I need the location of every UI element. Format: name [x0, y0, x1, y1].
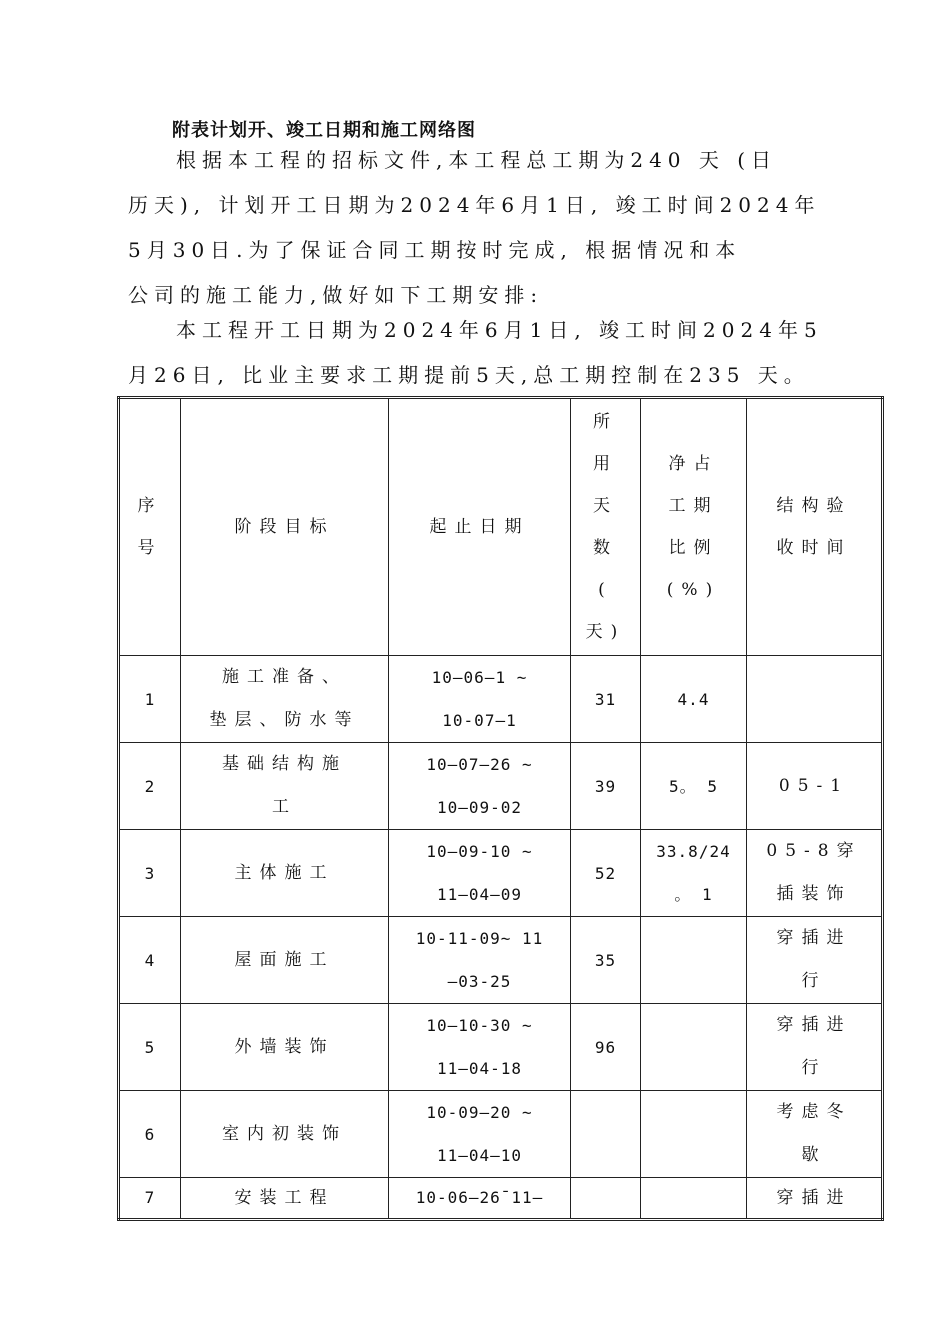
cell-dates-line: 11—04—09 [436, 885, 523, 904]
cell-days: 35 [571, 917, 641, 1004]
cell-dates [389, 830, 571, 917]
cell-stage-line: 外墙装饰 [234, 1036, 335, 1057]
cell-acceptance [747, 917, 883, 1004]
cell-acceptance-line: 插装饰 [776, 884, 852, 904]
cell-days: 52 [571, 830, 641, 917]
cell-seq: 6 [119, 1091, 181, 1178]
cell-stage-line: 安装工程 [234, 1188, 335, 1208]
cell-ratio [641, 743, 747, 830]
header-seq: 序 号 [119, 398, 181, 656]
table-row [119, 1091, 883, 1178]
cell-acceptance [747, 656, 883, 743]
cell-acceptance-line: 穿插进 [776, 928, 852, 948]
cell-seq: 2 [119, 743, 181, 830]
table-row [119, 830, 883, 917]
cell-ratio [641, 656, 747, 743]
header-acceptance: 结构验 收时间 [747, 398, 883, 656]
cell-acceptance [747, 830, 883, 917]
cell-dates [389, 656, 571, 743]
cell-stage [181, 656, 389, 743]
cell-acceptance [747, 1091, 883, 1178]
cell-dates [389, 1091, 571, 1178]
paragraph-line: 历天), 计划开工日期为2024年6月1日, 竣工时间2024年 [128, 193, 821, 217]
cell-dates-line: 10—09-10 ~ [426, 842, 533, 861]
cell-dates [389, 743, 571, 830]
cell-seq: 7 [119, 1178, 181, 1220]
cell-days: 96 [571, 1004, 641, 1091]
cell-seq: 3 [119, 830, 181, 917]
cell-stage-line: 屋面施工 [234, 949, 335, 970]
document-title: 附表计划开、竣工日期和施工网络图 [172, 120, 476, 141]
cell-stage-line: 室内初装饰 [222, 1123, 347, 1144]
cell-ratio-line: 4.4 [677, 689, 710, 709]
header-ratio: 净占 工期 比例 (%) [641, 398, 747, 656]
table-row [119, 743, 883, 830]
cell-ratio [641, 1091, 747, 1178]
cell-stage [181, 1091, 389, 1178]
cell-acceptance-line: 穿插进 [776, 1188, 852, 1208]
cell-seq: 1 [119, 656, 181, 743]
paragraph-line: 公司的施工能力,做好如下工期安排: [128, 283, 544, 307]
cell-days: 39 [571, 743, 641, 830]
paragraph-line: 根据本工程的招标文件,本工程总工期为240 天 (日 [176, 148, 778, 172]
cell-stage-line: 施工准备、 [222, 667, 347, 687]
cell-acceptance-line: 行 [801, 1058, 827, 1078]
cell-acceptance-line: 歇 [801, 1145, 827, 1165]
cell-dates-line: 10—07—26 ~ [426, 755, 533, 774]
cell-acceptance [747, 1004, 883, 1091]
cell-ratio-line: 5。 5 [669, 776, 718, 796]
schedule-paragraph [128, 308, 856, 398]
header-days: 所 用 天 数 ( 天) [571, 398, 641, 656]
cell-dates-line: —03-25 [447, 972, 512, 991]
cell-stage-line: 工 [272, 797, 297, 817]
cell-dates [389, 1004, 571, 1091]
intro-paragraph [128, 138, 856, 318]
cell-acceptance-line: 考虑冬 [776, 1102, 852, 1122]
cell-ratio [641, 1004, 747, 1091]
cell-dates-line: 10-07—1 [442, 711, 517, 730]
cell-dates-line: 10-09—20 ~ [426, 1103, 533, 1122]
cell-acceptance-line: 穿插进 [776, 1015, 852, 1035]
cell-ratio-line: 33.8/24 [656, 842, 731, 861]
cell-ratio [641, 830, 747, 917]
cell-dates-line: 10—06—1 ~ [431, 668, 528, 687]
cell-stage-line: 基础结构施 [222, 754, 347, 774]
cell-acceptance [747, 1178, 883, 1220]
cell-dates [389, 917, 571, 1004]
paragraph-line: 本工程开工日期为2024年6月1日, 竣工时间2024年5 [176, 318, 823, 342]
cell-stage [181, 830, 389, 917]
table-row [119, 656, 883, 743]
cell-acceptance-line: 05-1 [778, 775, 850, 796]
cell-seq: 5 [119, 1004, 181, 1091]
cell-acceptance [747, 743, 883, 830]
cell-ratio [641, 1178, 747, 1220]
cell-stage-line: 主体施工 [234, 862, 335, 883]
cell-seq: 4 [119, 917, 181, 1004]
cell-acceptance-line: 05-8穿 [766, 841, 862, 861]
cell-dates-line: 11—04—10 [436, 1146, 523, 1165]
table-row [119, 917, 883, 1004]
cell-ratio-line: 。 1 [674, 885, 713, 904]
header-dates: 起止日期 [389, 398, 571, 656]
cell-dates-line: 10-11-09~ 11 [415, 929, 544, 948]
cell-stage [181, 1178, 389, 1220]
cell-acceptance-line: 行 [801, 971, 827, 991]
cell-stage [181, 917, 389, 1004]
cell-stage [181, 743, 389, 830]
cell-dates-line: 10-06—26¯11— [415, 1188, 544, 1207]
cell-dates-line: 10—10-30 ~ [426, 1016, 533, 1035]
cell-ratio [641, 917, 747, 1004]
paragraph-line: 月26日, 比业主要求工期提前5天,总工期控制在235 天。 [128, 363, 810, 387]
cell-days [571, 1178, 641, 1220]
cell-dates-line: 11—04-18 [436, 1059, 523, 1078]
table-header-row [119, 398, 883, 656]
table-row [119, 1178, 883, 1220]
cell-dates-line: 10—09-02 [436, 798, 523, 817]
paragraph-line: 5月30日.为了保证合同工期按时完成, 根据情况和本 [128, 238, 742, 262]
cell-days: 31 [571, 656, 641, 743]
cell-dates [389, 1178, 571, 1220]
cell-stage-line: 垫层、防水等 [209, 710, 360, 730]
cell-stage [181, 1004, 389, 1091]
table-row [119, 1004, 883, 1091]
header-stage: 阶段目标 [181, 398, 389, 656]
schedule-table [117, 396, 884, 1221]
cell-days [571, 1091, 641, 1178]
